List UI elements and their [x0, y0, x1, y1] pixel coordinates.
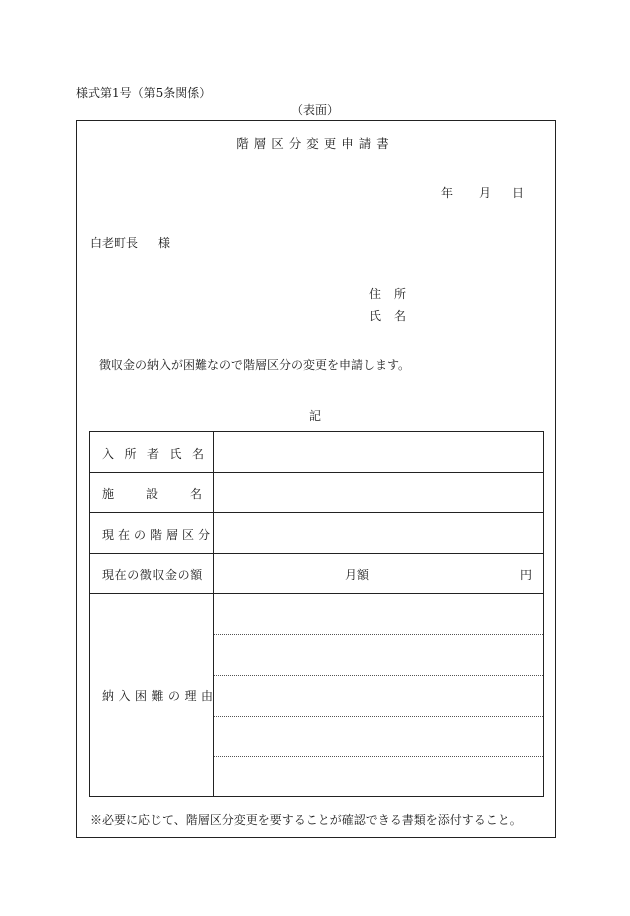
facility-char: 設 — [146, 487, 159, 501]
monthly-label: 月額 — [345, 568, 370, 582]
name-label: 氏名 — [369, 309, 420, 323]
reason-dotted-line — [214, 634, 543, 635]
date-month-label: 月 — [479, 186, 492, 200]
current-fee-label: 現在の徴収金の額 — [102, 568, 203, 582]
reason-dotted-line — [214, 756, 543, 757]
current-tier-label: 現在の階層区分 — [102, 528, 215, 542]
application-statement: 徴収金の納入が困難なので階層区分の変更を申請します。 — [99, 358, 411, 372]
facility-char: 名 — [190, 487, 203, 501]
row-divider — [90, 553, 543, 554]
row-divider — [90, 472, 543, 473]
reason-label: 納入困難の理由 — [102, 689, 218, 703]
date-day-label: 日 — [512, 186, 525, 200]
form-number: 様式第1号（第5条関係） — [76, 86, 212, 100]
recipient-name: 白老町長 — [90, 236, 139, 250]
reason-dotted-line — [214, 716, 543, 717]
ki-heading: 記 — [308, 409, 321, 423]
application-table — [89, 431, 544, 797]
column-divider — [213, 432, 214, 796]
row-divider — [90, 593, 543, 594]
row-divider — [90, 512, 543, 513]
recipient-honorific: 様 — [158, 236, 171, 250]
address-label: 住所 — [369, 287, 420, 301]
footnote: ※必要に応じて、階層区分変更を要することが確認できる書類を添付すること。 — [90, 813, 522, 827]
reason-dotted-line — [214, 675, 543, 676]
facility-char: 施 — [102, 487, 115, 501]
yen-label: 円 — [520, 568, 533, 582]
date-year-label: 年 — [441, 186, 454, 200]
document-title: 階層区分変更申請書 — [236, 136, 394, 151]
side-label: （表面） — [290, 103, 339, 117]
resident-name-label: 入所者氏名 — [102, 447, 215, 461]
